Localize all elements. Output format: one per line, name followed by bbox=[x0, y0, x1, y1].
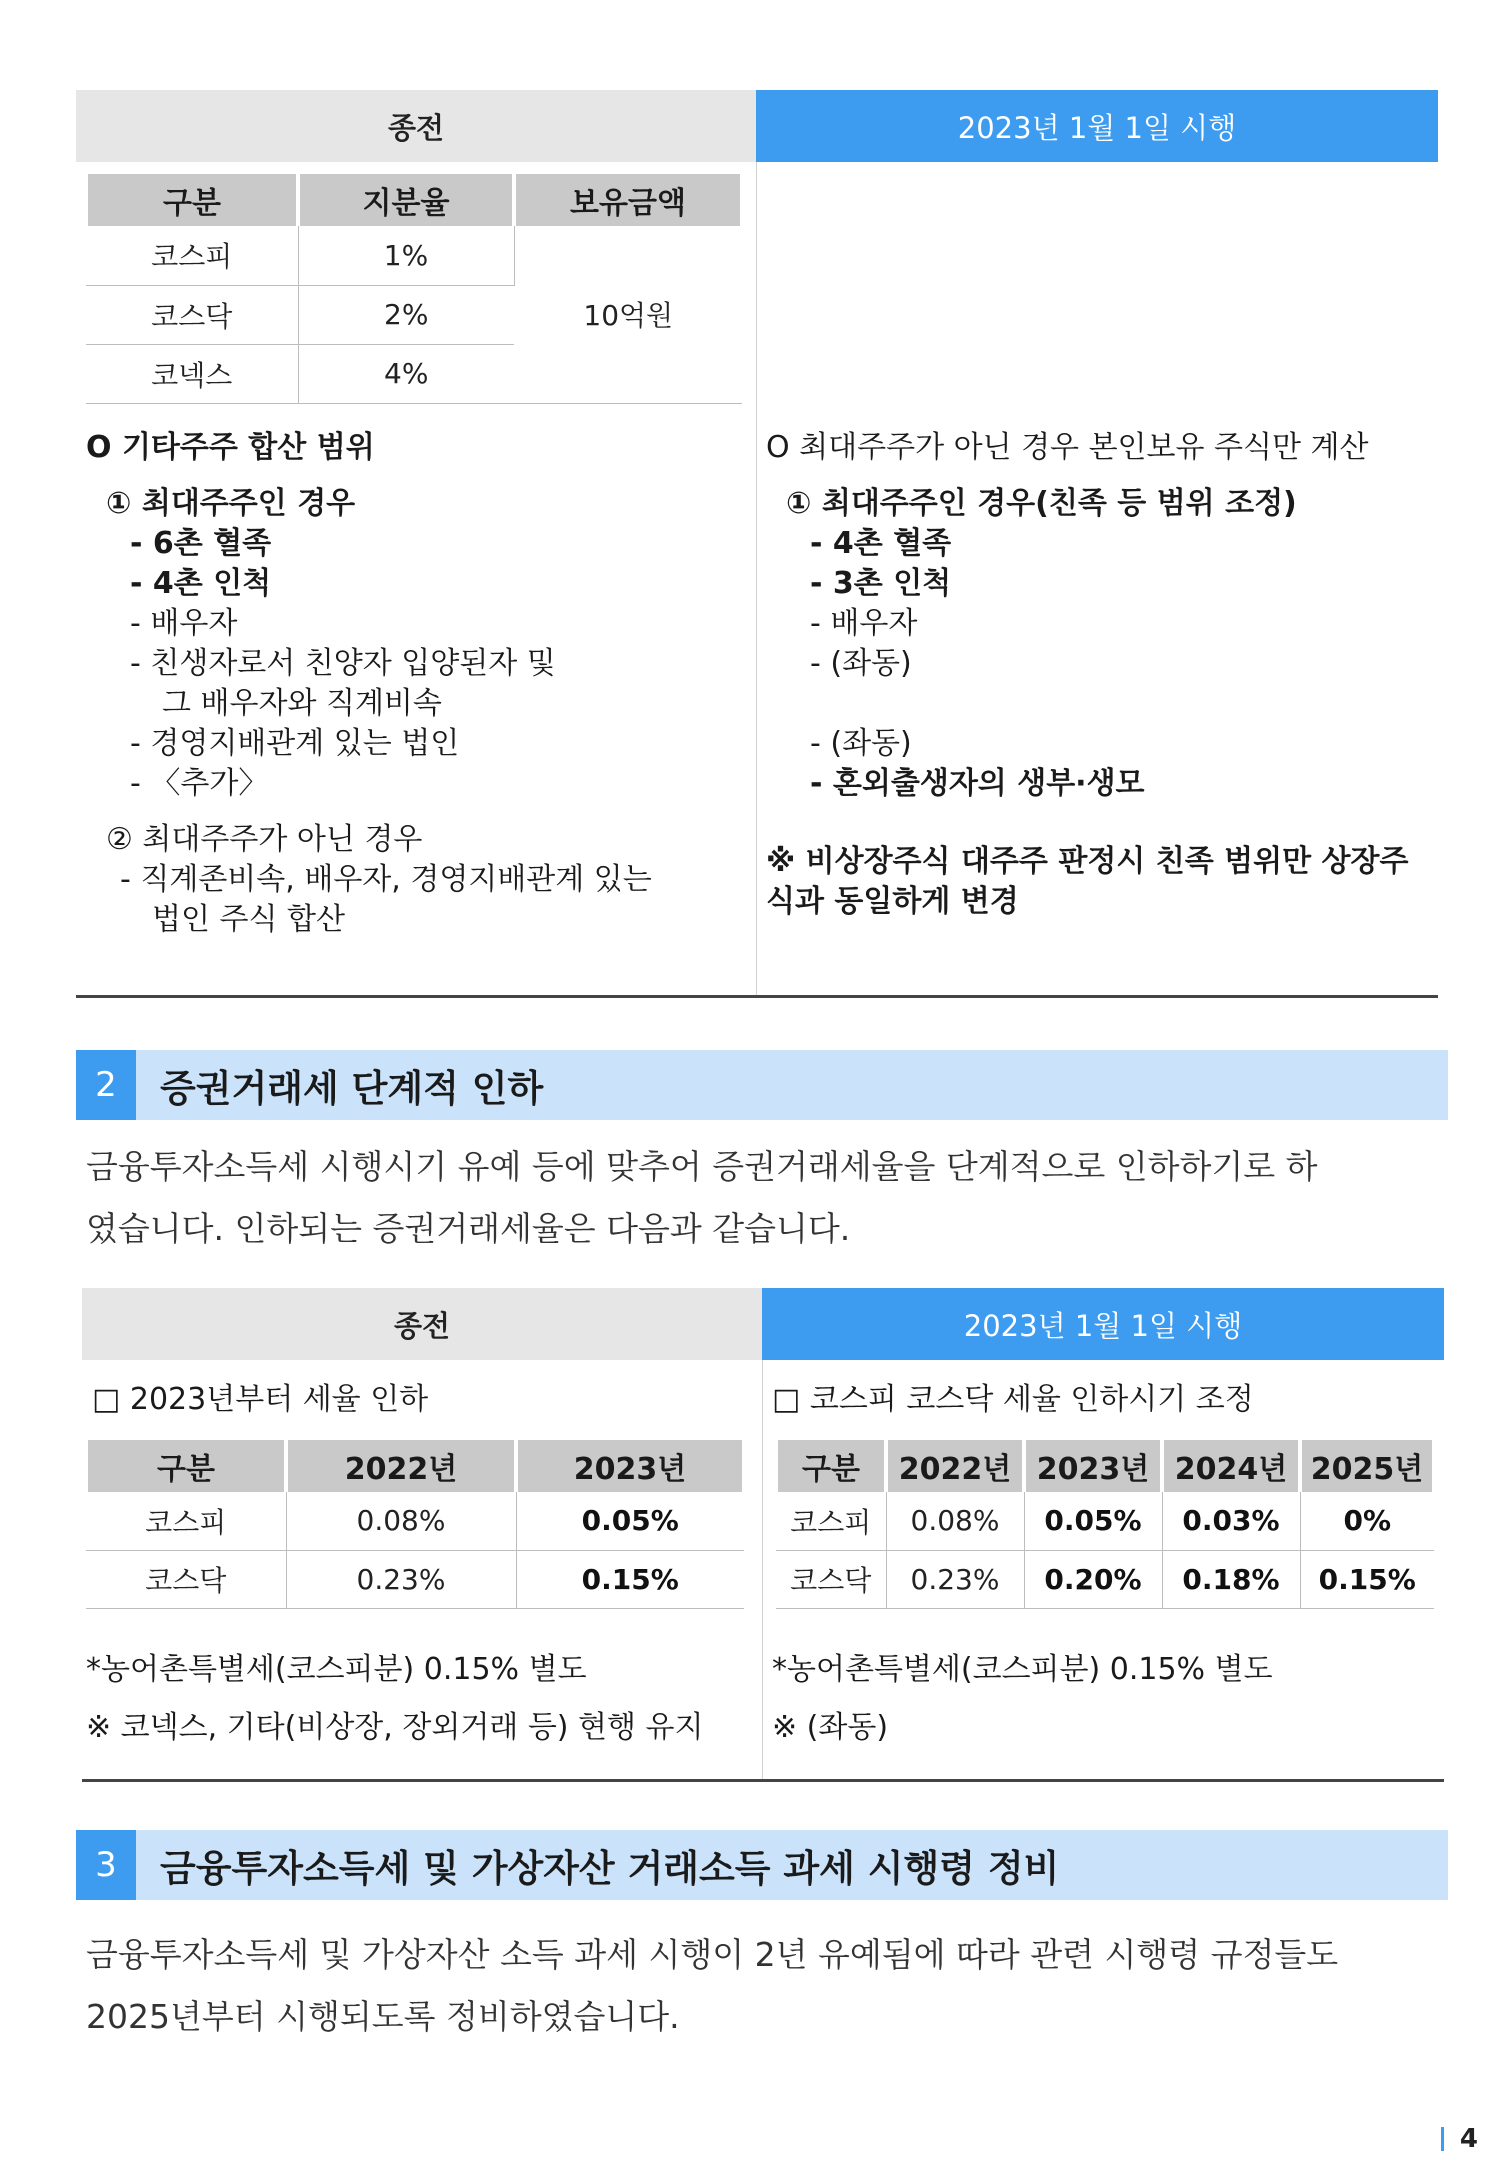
rate-cell: 0.23% bbox=[286, 1550, 516, 1608]
before-rate-table bbox=[84, 1440, 746, 1609]
rate-cell: 0.08% bbox=[286, 1492, 516, 1550]
after-notes bbox=[772, 1650, 1273, 1748]
case-heading: ② 최대주주가 아닌 경우 bbox=[106, 822, 423, 857]
list-item: - 친생자로서 친양자 입양된자 및 bbox=[130, 646, 556, 681]
comparison-table-1 bbox=[76, 90, 1438, 998]
table-row bbox=[776, 1550, 1434, 1608]
market-cell: 코스피 bbox=[776, 1492, 886, 1550]
section-title: 증권거래세 단계적 인하 bbox=[160, 1067, 544, 1110]
paragraph-line: 금융투자소득세 및 가상자산 소득 과세 시행이 2년 유예됨에 따라 관련 시행령 규정들도 bbox=[86, 1935, 1339, 1974]
section-title: O 기타주주 합산 범위 bbox=[86, 430, 375, 465]
section-heading-3 bbox=[76, 1830, 1448, 1900]
col-header: 2025년 bbox=[1300, 1440, 1434, 1492]
list-item: - 배우자 bbox=[130, 606, 238, 641]
col-header: 2022년 bbox=[886, 1440, 1024, 1492]
ratio-cell: 1% bbox=[298, 226, 514, 285]
list-item: - 경영지배관계 있는 법인 bbox=[130, 726, 460, 761]
list-item: - 4촌 인척 bbox=[130, 566, 272, 601]
col-header: 2022년 bbox=[286, 1440, 516, 1492]
table-row bbox=[86, 226, 742, 285]
page-number bbox=[1441, 2124, 1478, 2154]
section3-paragraph bbox=[86, 1924, 1446, 2048]
list-item: - 〈추가〉 bbox=[130, 766, 269, 801]
market-cell: 코스닥 bbox=[776, 1550, 886, 1608]
list-item: - 3촌 인척 bbox=[810, 566, 952, 601]
section-number: 3 bbox=[76, 1830, 136, 1900]
amount-cell: 10억원 bbox=[514, 226, 742, 403]
note: 식과 동일하게 변경 bbox=[766, 884, 1019, 919]
paragraph-line: 금융투자소득세 시행시기 유예 등에 맞추어 증권거래세율을 단계적으로 인하하기로 하 bbox=[86, 1147, 1318, 1186]
note: ※ (좌동) bbox=[772, 1710, 889, 1745]
list-item: - 배우자 bbox=[810, 606, 918, 641]
before-shareholder-scope bbox=[86, 428, 652, 940]
after-rate-table bbox=[774, 1440, 1436, 1609]
list-item: - 4촌 혈족 bbox=[810, 526, 952, 561]
section-heading-2 bbox=[76, 1050, 1448, 1120]
list-item: - 직계존비속, 배우자, 경영지배관계 있는 bbox=[120, 862, 652, 897]
market-cell: 코스피 bbox=[86, 1492, 286, 1550]
rate-cell: 0.20% bbox=[1024, 1550, 1162, 1608]
comparison-table-2 bbox=[82, 1288, 1444, 1782]
section-number: 2 bbox=[76, 1050, 136, 1120]
ratio-cell: 4% bbox=[298, 344, 514, 403]
note: *농어촌특별세(코스피분) 0.15% 별도 bbox=[86, 1652, 587, 1687]
ratio-cell: 2% bbox=[298, 285, 514, 344]
before-header: 종전 bbox=[82, 1288, 762, 1360]
col-header: 2024년 bbox=[1162, 1440, 1300, 1492]
col-header: 2023년 bbox=[516, 1440, 744, 1492]
after-rate-title: □ 코스피 코스닥 세율 인하시기 조정 bbox=[772, 1382, 1254, 1417]
paragraph-line: 2025년부터 시행되도록 정비하였습니다. bbox=[86, 1997, 680, 2036]
section-title: O 최대주주가 아닌 경우 본인보유 주식만 계산 bbox=[766, 430, 1369, 465]
case-heading: ① 최대주주인 경우(친족 등 범위 조정) bbox=[786, 486, 1297, 521]
after-shareholder-scope bbox=[766, 428, 1408, 922]
table-bottom-rule bbox=[82, 1779, 1444, 1782]
section-title: 금융투자소득세 및 가상자산 거래소득 과세 시행령 정비 bbox=[160, 1847, 1060, 1890]
note: ※ 비상장주식 대주주 판정시 친족 범위만 상장주 bbox=[766, 844, 1409, 879]
list-item: - 혼외출생자의 생부·생모 bbox=[810, 766, 1145, 801]
col-header: 구분 bbox=[86, 1440, 286, 1492]
column-divider bbox=[756, 162, 757, 996]
column-divider bbox=[762, 1360, 763, 1780]
col-header: 보유금액 bbox=[514, 174, 742, 226]
note: *농어촌특별세(코스피분) 0.15% 별도 bbox=[772, 1652, 1273, 1687]
rate-cell: 0% bbox=[1300, 1492, 1434, 1550]
list-item: - 6촌 혈족 bbox=[130, 526, 272, 561]
holdings-table bbox=[84, 174, 744, 404]
paragraph-line: 였습니다. 인하되는 증권거래세율은 다음과 같습니다. bbox=[86, 1209, 851, 1248]
rate-cell: 0.03% bbox=[1162, 1492, 1300, 1550]
table-bottom-rule bbox=[76, 995, 1438, 998]
page-marker bbox=[1441, 2127, 1444, 2151]
market-cell: 코넥스 bbox=[86, 344, 298, 403]
market-cell: 코스닥 bbox=[86, 285, 298, 344]
table-row bbox=[86, 1492, 744, 1550]
rate-cell: 0.18% bbox=[1162, 1550, 1300, 1608]
market-cell: 코스피 bbox=[86, 226, 298, 285]
rate-cell: 0.05% bbox=[1024, 1492, 1162, 1550]
after-header: 2023년 1월 1일 시행 bbox=[756, 90, 1438, 162]
before-notes bbox=[86, 1650, 704, 1748]
list-item: - (좌동) bbox=[810, 646, 912, 681]
rate-cell: 0.15% bbox=[516, 1550, 744, 1608]
note: ※ 코넥스, 기타(비상장, 장외거래 등) 현행 유지 bbox=[86, 1710, 704, 1745]
case-heading: ① 최대주주인 경우 bbox=[106, 486, 356, 521]
list-item: - (좌동) bbox=[810, 726, 912, 761]
col-header: 지분율 bbox=[298, 174, 514, 226]
rate-cell: 0.05% bbox=[516, 1492, 744, 1550]
col-header: 구분 bbox=[86, 174, 298, 226]
before-rate-title: □ 2023년부터 세율 인하 bbox=[92, 1382, 429, 1417]
col-header: 2023년 bbox=[1024, 1440, 1162, 1492]
before-header: 종전 bbox=[76, 90, 756, 162]
page-number-label: 4 bbox=[1459, 2124, 1478, 2154]
section2-paragraph bbox=[86, 1136, 1446, 1260]
col-header: 구분 bbox=[776, 1440, 886, 1492]
list-item: 법인 주식 합산 bbox=[152, 902, 345, 937]
table-row bbox=[776, 1492, 1434, 1550]
market-cell: 코스닥 bbox=[86, 1550, 286, 1608]
rate-cell: 0.15% bbox=[1300, 1550, 1434, 1608]
list-item: 그 배우자와 직계비속 bbox=[162, 686, 442, 721]
rate-cell: 0.08% bbox=[886, 1492, 1024, 1550]
rate-cell: 0.23% bbox=[886, 1550, 1024, 1608]
table-row bbox=[86, 1550, 744, 1608]
after-header: 2023년 1월 1일 시행 bbox=[762, 1288, 1444, 1360]
